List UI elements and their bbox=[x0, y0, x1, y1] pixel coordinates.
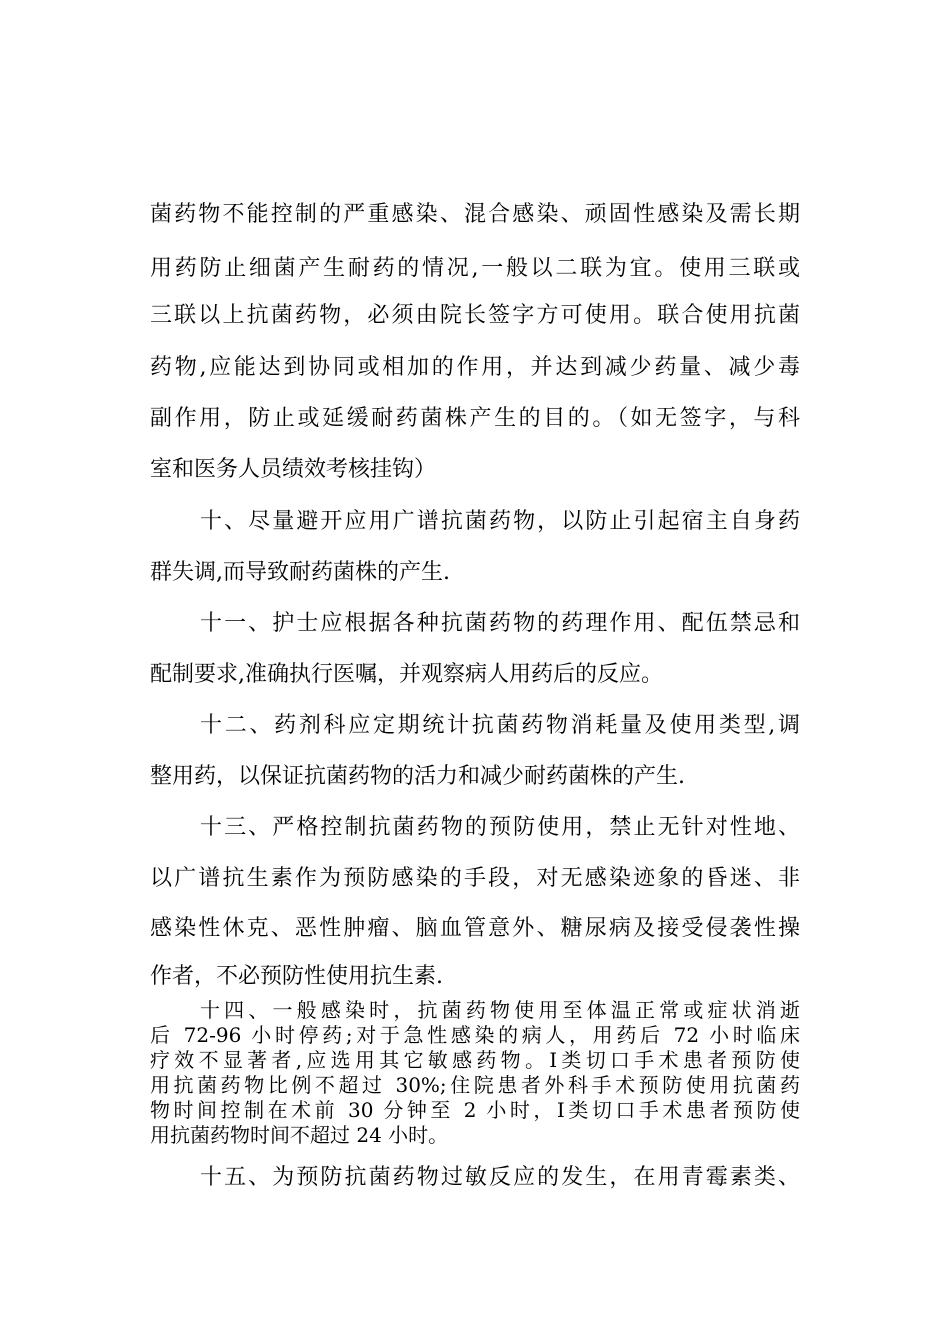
text-line: 感染性休克、恶性肿瘤、脑血管意外、糖尿病及接受侵袭性操 bbox=[150, 916, 800, 941]
text-line: 十、尽量避开应用广谱抗菌药物，以防止引起宿主自身药 bbox=[200, 509, 800, 534]
text-line: 作者，不必预防性使用抗生素. bbox=[150, 964, 443, 989]
text-line: 十五、为预防抗菌药物过敏反应的发生，在用青霉素类、 bbox=[200, 1165, 800, 1190]
text-line: 用药防止细菌产生耐药的情况,一般以二联为宜。使用三联或 bbox=[150, 256, 800, 281]
text-line: 三联以上抗菌药物，必须由院长签字方可使用。联合使用抗菌 bbox=[150, 303, 800, 328]
text-line: 配制要求,准确执行医嘱，并观察病人用药后的反应。 bbox=[150, 662, 663, 687]
text-line: 物时间控制在术前 30 分钟至 2 小时，I类切口手术患者预防使 bbox=[150, 1098, 800, 1122]
text-line: 用抗菌药物比例不超过 30%;住院患者外科手术预防使用抗菌药 bbox=[150, 1073, 800, 1097]
text-line: 疗效不显著者,应选用其它敏感药物。I类切口手术患者预防使 bbox=[150, 1048, 800, 1072]
text-line: 后 72-96 小时停药;对于急性感染的病人，用药后 72 小时临床 bbox=[150, 1023, 800, 1047]
text-line: 十四、一般感染时，抗菌药物使用至体温正常或症状消逝 bbox=[200, 998, 800, 1022]
text-line: 室和医务人员绩效考核挂钩） bbox=[150, 457, 437, 482]
text-line: 用抗菌药物时间不超过 24 小时。 bbox=[150, 1123, 449, 1147]
text-line: 十一、护士应根据各种抗菌药物的药理作用、配伍禁忌和 bbox=[200, 611, 800, 636]
text-line: 副作用，防止或延缓耐药菌株产生的目的。（如无签字，与科 bbox=[150, 406, 800, 431]
text-line: 菌药物不能控制的严重感染、混合感染、顽固性感染及需长期 bbox=[150, 202, 800, 227]
text-line: 十三、严格控制抗菌药物的预防使用，禁止无针对性地、 bbox=[200, 815, 800, 840]
text-line: 十二、药剂科应定期统计抗菌药物消耗量及使用类型,调 bbox=[200, 713, 800, 738]
text-line: 药物,应能达到协同或相加的作用，并达到减少药量、减少毒 bbox=[150, 355, 800, 380]
text-line: 整用药，以保证抗菌药物的活力和减少耐药菌株的产生. bbox=[150, 764, 685, 789]
text-line: 以广谱抗生素作为预防感染的手段，对无感染迹象的昏迷、非 bbox=[150, 866, 800, 891]
text-line: 群失调,而导致耐药菌株的产生. bbox=[150, 560, 450, 585]
